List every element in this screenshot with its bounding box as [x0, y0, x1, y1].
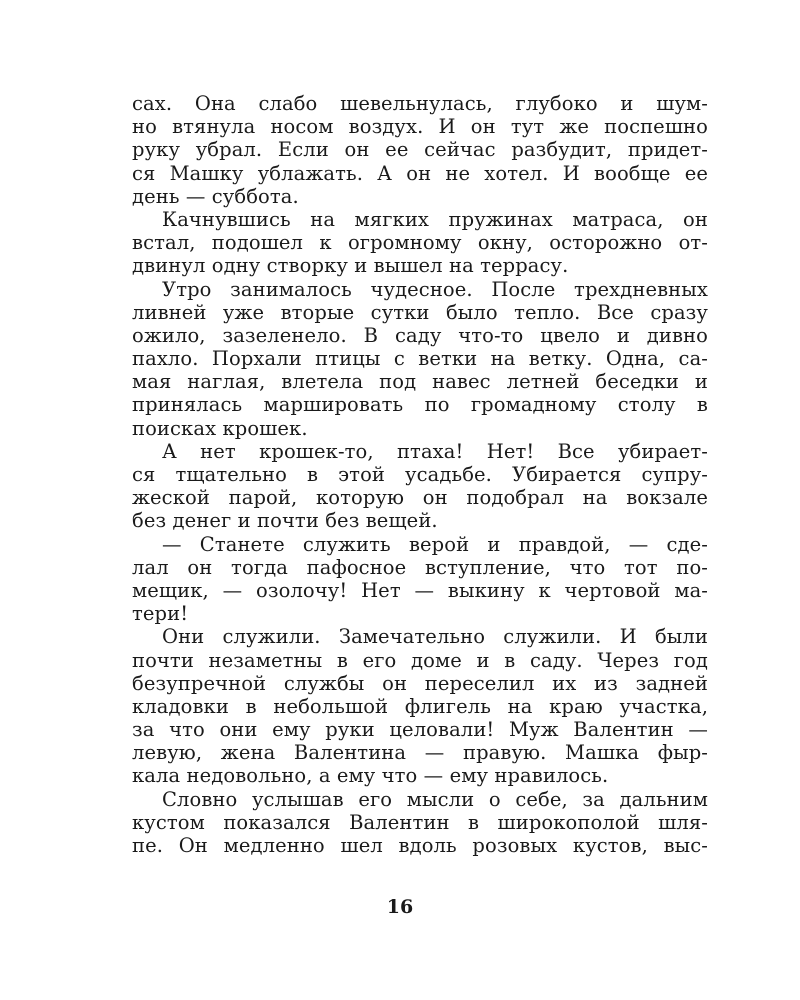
text-line: почти незаметны в его доме и в саду. Через год	[132, 648, 708, 672]
text-line: без денег и почти без вещей.	[132, 509, 438, 533]
text-line: Они служили. Замечательно служили. И были	[162, 625, 708, 649]
text-line: кустом показался Валентин в широкополой шля-	[132, 810, 708, 834]
text-line: двинул одну створку и вышел на террасу.	[132, 254, 569, 278]
text-line: мая наглая, влетела под навес летней беседки и	[132, 370, 708, 394]
page-number: 16	[386, 896, 414, 918]
text-line: Качнувшись на мягких пружинах матраса, он	[162, 207, 708, 231]
text-line: ливней уже вторые сутки было тепло. Все сразу	[132, 300, 708, 324]
text-line: пахло. Порхали птицы с ветки на ветку. Одна, са-	[132, 347, 708, 371]
text-line: Утро занималось чудесное. После трехдневных	[162, 277, 708, 301]
text-line: руку убрал. Если он ее сейчас разбудит, придет-	[132, 138, 708, 162]
text-line: сах. Она слабо шевельнулась, глубоко и шум-	[132, 92, 708, 115]
text-line: Словно услышав его мысли о себе, за дальним	[162, 787, 708, 811]
text-line: принялась маршировать по громадному столу в	[132, 393, 708, 417]
text-line: безупречной службы он переселил их из задней	[132, 671, 708, 695]
text-line: ся Машку ублажать. А он не хотел. И вообще ее	[132, 161, 708, 185]
text-line: тери!	[132, 602, 189, 626]
text-line: мещик, — озолочу! Нет — выкину к чертовой ма-	[132, 578, 708, 602]
text-line: кладовки в небольшой флигель на краю участка,	[132, 694, 708, 718]
text-line: за что они ему руки целовали! Муж Валентин —	[132, 718, 708, 742]
text-line: лал он тогда пафосное вступление, что тот по-	[132, 555, 708, 579]
text-line: А нет крошек-то, птаха! Нет! Все убирает-	[162, 439, 708, 463]
text-line: поисках крошек.	[132, 416, 308, 440]
text-line: пе. Он медленно шел вдоль розовых кустов, выс-	[132, 834, 708, 857]
body-text	[132, 92, 708, 857]
text-line: день — суббота.	[132, 184, 299, 208]
text-line: ся тщательно в этой усадьбе. Убирается супру-	[132, 463, 708, 486]
text-line: жеской парой, которую он подобрал на вокзале	[132, 486, 708, 510]
text-line: — Станете служить верой и правдой, — сде-	[162, 532, 708, 556]
text-line: левую, жена Валентина — правую. Машка фыр-	[132, 741, 708, 765]
text-line: кала недовольно, а ему что — ему нравилось.	[132, 764, 609, 788]
text-line: ожило, зазеленело. В саду что-то цвело и дивно	[132, 323, 708, 347]
text-line: встал, подошел к огромному окну, осторожно от-	[132, 231, 708, 255]
text-line: но втянула носом воздух. И он тут же поспешно	[132, 115, 708, 139]
